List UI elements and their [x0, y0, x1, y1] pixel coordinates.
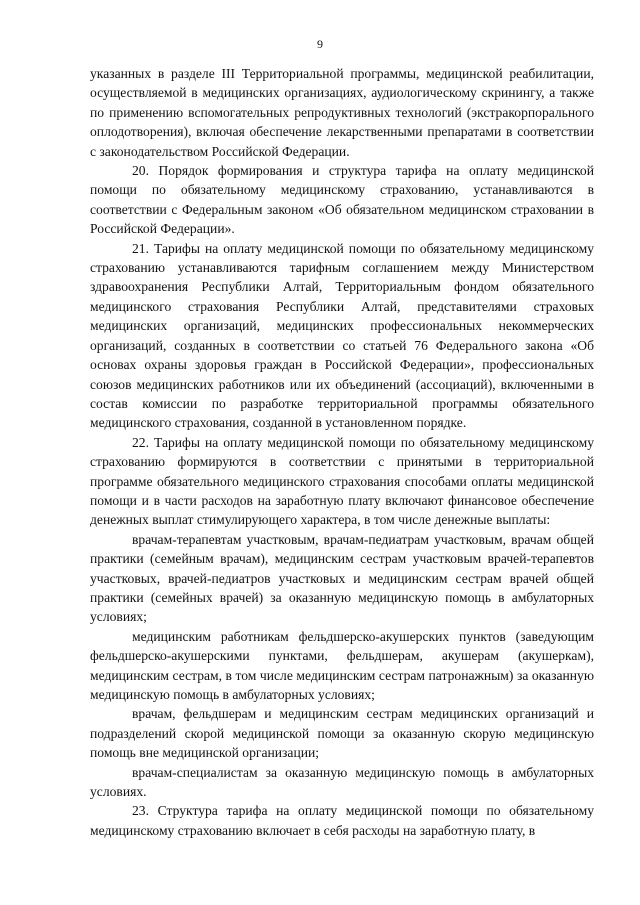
- paragraph-20: 20. Порядок формирования и структура тарифа на оплату медицинской помощи по обязательному медицинскому страхованию, устанавливаются в соответствии с Федеральным законом «Об обязательном медицинском страховании в Российской Федерации».: [90, 163, 594, 237]
- paragraph-22: 22. Тарифы на оплату медицинской помощи по обязательному медицинскому страхованию формируются в соответствии с принятыми в территориальной программе обязательного медицинского страхования способами оплаты медицинской помощи и в части расходов на заработную плату включают финансовое обеспечение денежных выплат стимулирующего характера, в том числе денежные выплаты:: [90, 434, 594, 528]
- paragraph-continuation: указанных в разделе III Территориальной программы, медицинской реабилитации, осуществляемой в медицинских организациях, аудиологическому скринингу, а также по применению вспомогательных репродуктивных технологий (экстракорпорального оплодотворения), включая обеспечение лекарственными препаратами в соответствии с законодательством Российской Федерации.: [90, 66, 594, 159]
- list-item-feldsher-points: медицинским работникам фельдшерско-акушерских пунктов (заведующим фельдшерско-акушерскими пунктами, фельдшерам, акушерам (акушеркам), медицинским сестрам, в том числе медицинским сестрам патронажным) за оказанную медицинскую помощь в амбулаторных условиях;: [90, 628, 594, 702]
- list-item-ambulance: врачам, фельдшерам и медицинским сестрам медицинских организаций и подразделений скорой медицинской помощи за оказанную скорую медицинскую помощь вне медицинской организации;: [90, 706, 594, 761]
- page-number: 9: [317, 37, 323, 51]
- paragraph-21: 21. Тарифы на оплату медицинской помощи по обязательному медицинскому страхованию устанавливаются тарифным соглашением между Министерством здравоохранения Республики Алтай, Территориальным фондом обязательного медицинского страхования Республики Алтай, представителями страховых медицинских организаций, медицинских профессиональных некоммерческих организаций, созданных в соответствии со статьей 76 Федерального закона «Об основах охраны здоровья граждан в Российской Федерации», профессиональных союзов медицинских работников или их объединений (ассоциаций), включенными в состав комиссии по разработке территориальной программы обязательного медицинского страхования, созданной в установленном порядке.: [90, 240, 594, 431]
- list-item-specialists: врачам-специалистам за оказанную медицинскую помощь в амбулаторных условиях.: [90, 764, 594, 800]
- paragraph-23: 23. Структура тарифа на оплату медицинской помощи по обязательному медицинскому страхованию включает в себя расходы на заработную плату, в: [90, 803, 594, 838]
- list-item-therapists: врачам-терапевтам участковым, врачам-педиатрам участковым, врачам общей практики (семейным врачам), медицинским сестрам участковым врачей-терапевтов участковых, врачей-педиатров участковых и медицинским сестрам врачей общей практики (семейных врачей) за оказанную медицинскую помощь в амбулаторных условиях;: [90, 531, 594, 625]
- document-body: [90, 64, 594, 840]
